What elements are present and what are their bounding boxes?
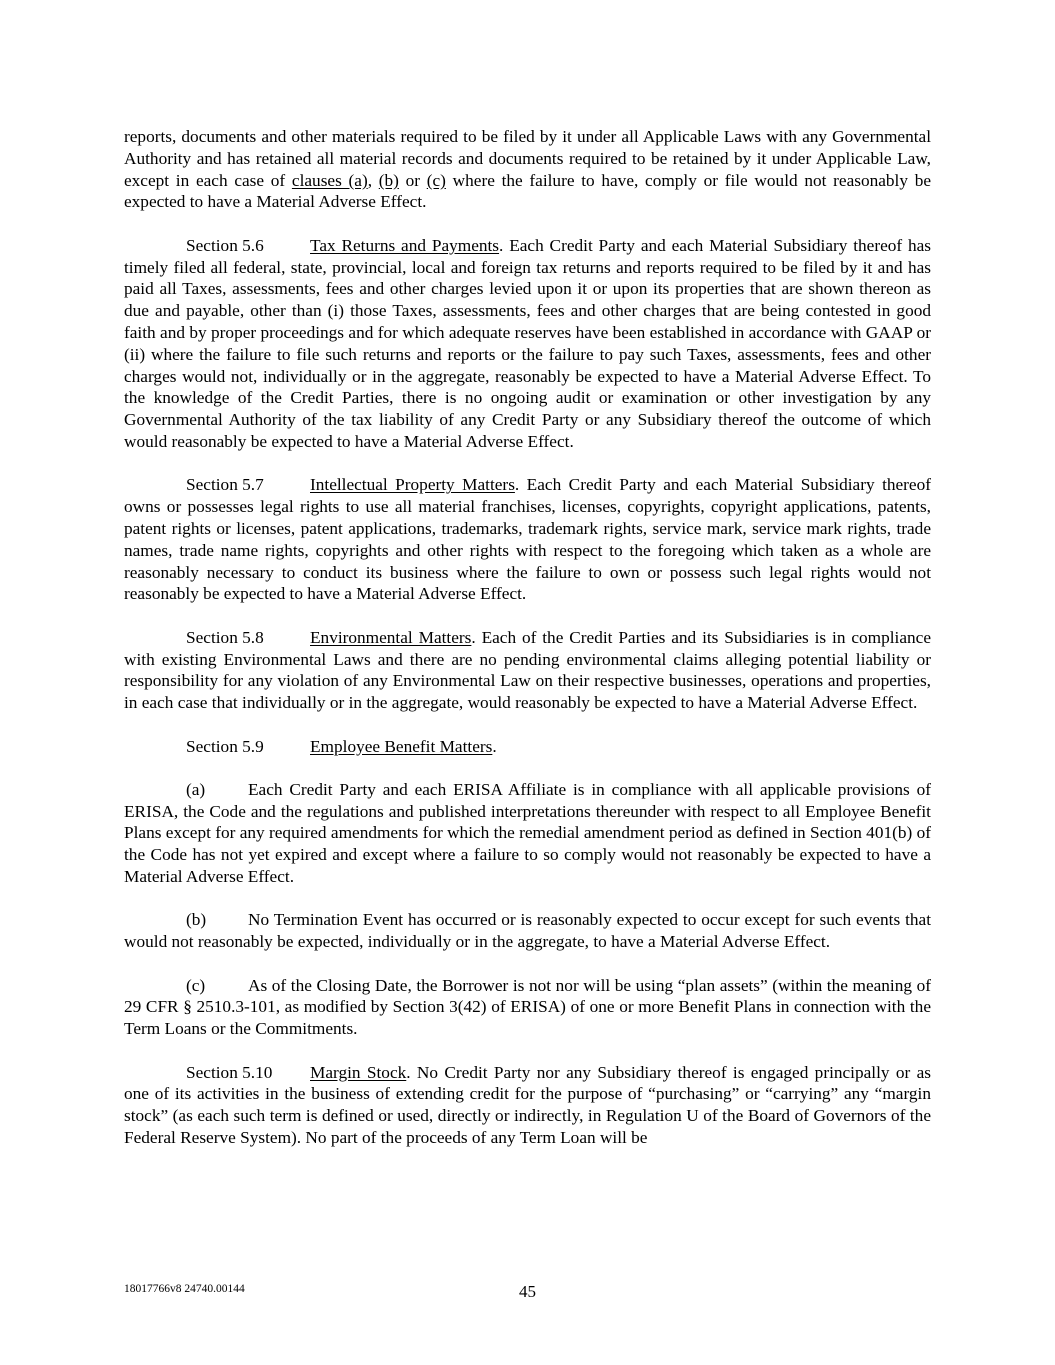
paragraph-continuation [124,126,931,213]
paragraph-text: reports, documents and other materials required to be filed by it under all Applicable Laws with any Governmental Authority and has retained all material records and documents required to be retained by it under Applicable Law, except in each case of [124,127,931,190]
separator: or [398,170,427,190]
section-5-9 [124,736,931,758]
subsection-body: No Termination Event has occurred or is reasonably expected to occur except for such events that would not reasonably be expected, individually or in the aggregate, to have a Material Adverse Effect. [124,910,931,952]
subsection-body: Each Credit Party and each ERISA Affiliate is in compliance with all applicable provisions of ERISA, the Code and the regulations and published interpretations thereunder with respect to all Employee Benefit Plans except for any required amendments for which the remedial amendment period as defined in Section 401(b) of the Code has not yet expired and except where a failure to so comply would not reasonably be expected to have a Material Adverse Effect. [124,779,931,887]
section-title: Margin Stock [310,1062,407,1082]
document-body [124,126,931,1170]
section-body: . [492,736,497,756]
section-number: Section 5.8 [186,627,264,647]
subsection-body: As of the Closing Date, the Borrower is not nor will be using “plan assets” (within the meaning of 29 CFR § 2510.3-101, as modified by Section 3(42) of ERISA) of one or more Benefit Plans in connection with the Term Loans or the Commitments. [124,975,931,1039]
subsection-c [124,975,931,1040]
section-5-6 [124,235,931,453]
clause-a-reference: clauses (a) [291,170,368,190]
section-title: Intellectual Property Matters [310,475,515,495]
clause-b-reference: (b) [378,170,399,190]
section-title: Employee Benefit Matters [310,736,493,756]
paragraph-text: where the failure to have, comply or file would not reasonably be expected to have a Material Adverse Effect. [124,170,932,212]
section-body: . No Credit Party nor any Subsidiary thereof is engaged principally or as one of its activities in the business of extending credit for the purpose of “purchasing” or “carrying” any “margin stock” (as each such term is defined or used, directly or indirectly, in Regulation U of the Board of Governors of the Federal Reserve System). No part of the proceeds of any Term Loan will be [124,1062,931,1148]
section-body: . Each Credit Party and each Material Subsidiary thereof has timely filed all federal, state, provincial, local and foreign tax returns and reports required to be filed by it and has paid all Taxes, assessments, fees and other charges levied upon it or upon its properties that are shown thereon as due and payable, other than (i) those Taxes, assessments, fees and other charges that are being contested in good faith and by proper proceedings and for which adequate reserves have been established in accordance with GAAP or (ii) where the failure to file such returns and reports or the failure to pay such Taxes, assessments, fees and other charges would not, individually or in the aggregate, reasonably be expected to have a Material Adverse Effect. To the knowledge of the Credit Parties, there is no ongoing audit or examination or other investigation by any Governmental Authority of the tax liability of any Credit Party or any Subsidiary thereof the outcome of which would reasonably be expected to have a Material Adverse Effect. [124,235,931,451]
section-5-8 [124,627,931,714]
subsection-b [124,909,931,953]
subsection-label: (b) [186,910,207,930]
section-number: Section 5.7 [186,475,264,495]
separator: , [367,170,379,190]
section-body: . Each of the Credit Parties and its Subsidiaries is in compliance with existing Environmental Laws and there are no pending environmental claims alleging potential liability or responsibility for any violation of any Environmental Law on their respective businesses, operations and properties, in each case that individually or in the aggregate, would reasonably be expected to have a Material Adverse Effect. [124,627,931,713]
clause-c-reference: (c) [426,170,446,190]
subsection-label: (a) [186,779,206,799]
page-number: 45 [519,1282,536,1301]
section-title: Environmental Matters [310,627,472,647]
section-number: Section 5.9 [186,736,264,756]
section-5-10 [124,1062,931,1149]
section-5-7 [124,474,931,605]
subsection-a [124,779,931,888]
section-number: Section 5.10 [186,1062,273,1082]
section-title: Tax Returns and Payments [310,235,500,255]
subsection-label: (c) [186,975,206,995]
document-id: 18017766v8 24740.00144 [124,1283,245,1295]
section-number: Section 5.6 [186,235,264,255]
section-body: . Each Credit Party and each Material Subsidiary thereof owns or possesses legal rights to use all material franchises, licenses, copyrights, copyright applications, patents, patent rights or licenses, patent applications, trademarks, trademark rights, service mark, service mark rights, trade names, trade name rights, copyrights and other rights with respect to the foregoing which taken as a whole are reasonably necessary to conduct its business where the failure to own or possess such legal rights would not reasonably be expected to have a Material Adverse Effect. [124,475,931,604]
